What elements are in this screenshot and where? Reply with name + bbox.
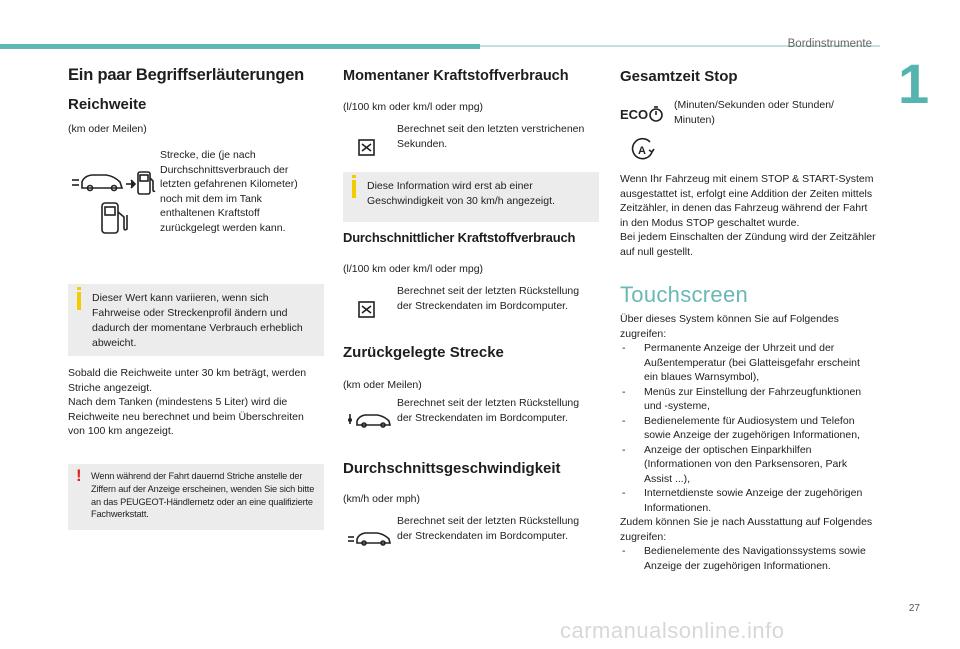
- reichweite-body: Sobald die Reichweite unter 30 km beträgt, werden Striche angezeigt. Nach dem Tanken (mindestens 5 Liter) wird die Reichweite neu berechnet und beim Überschreiten von 100 km angezeigt.: [68, 367, 307, 437]
- touchscreen-section: [620, 312, 876, 573]
- momentan-unit: (l/100 km oder km/l oder mpg): [343, 101, 484, 113]
- warning-note: [68, 464, 324, 530]
- column-1: [68, 62, 324, 520]
- speed-car-icon: [347, 528, 395, 548]
- touchscreen-list-2: [620, 544, 876, 573]
- svg-text:A: A: [638, 145, 646, 157]
- info-note-momentan: [343, 172, 599, 222]
- heading-touchscreen: Touchscreen: [620, 282, 749, 307]
- info-note-text: Dieser Wert kann variieren, wenn sich Fahrweise oder Streckenprofil ändern und dadurch der momentane Verbrauch erheblich abweicht.: [92, 292, 303, 349]
- watermark: carmanualsonline.info: [560, 618, 785, 643]
- info-note-text: Diese Information wird erst ab einer Geschwindigkeit von 30 km/h angezeigt.: [367, 180, 555, 207]
- geschwindigkeit-description: Berechnet seit der letzten Rückstellung der Streckendaten im Bordcomputer.: [397, 515, 580, 542]
- reichweite-description: Strecke, die (je nach Durchschnittsverbrauch der letzten gefahrenen Kilometer) noch mit dem im Tank enthaltenen Kraftstoff zurückgelegt werden kann.: [160, 149, 298, 234]
- list-item: - Bedienelemente für Audiosystem und Telefon sowie Anzeige der zugehörigen Informationen,: [620, 414, 876, 443]
- touchscreen-intro-2: Zudem können Sie je nach Ausstattung auf Folgendes zugreifen:: [620, 516, 873, 543]
- page-number: 27: [908, 603, 920, 614]
- heading-momentan: Momentaner Kraftstoffverbrauch: [343, 68, 569, 84]
- touchscreen-list: [620, 341, 876, 515]
- stop-unit: (Minuten/Sekunden oder Stunden/ Minuten): [674, 99, 834, 126]
- list-item: - Anzeige der optischen Einparkhilfen (Informationen von den Parksensoren, Park Assist ...),: [620, 443, 876, 487]
- svg-text:ECO: ECO: [620, 107, 649, 122]
- info-icon: [352, 180, 356, 198]
- list-item: - Internetdienste sowie Anzeige der zugehörigen Informationen.: [620, 486, 876, 515]
- strecke-description: Berechnet seit der letzten Rückstellung der Streckendaten im Bordcomputer.: [397, 397, 580, 424]
- fuel-consumption-icon: [357, 138, 377, 158]
- page-title: Ein paar Begriffserläuterungen: [68, 66, 305, 84]
- header-accent-bar: [0, 44, 480, 49]
- info-icon: [77, 292, 81, 310]
- eco-timer-icon: [620, 104, 664, 124]
- durchschnitt-description: Berechnet seit der letzten Rückstellung der Streckendaten im Bordcomputer.: [397, 285, 580, 312]
- fuel-consumption-icon: [357, 300, 377, 320]
- list-item: - Bedienelemente des Navigationssystems sowie Anzeige der zugehörigen Informationen.: [620, 544, 876, 573]
- heading-geschwindigkeit: Durchschnittsgeschwindigkeit: [343, 460, 561, 477]
- warning-icon: !: [76, 466, 82, 485]
- list-item: - Permanente Anzeige der Uhrzeit und der Außentemperatur (bei Glatteisgefahr erscheint ein blaues Warnsymbol),: [620, 341, 876, 385]
- durchschnitt-unit: (l/100 km oder km/l oder mpg): [343, 263, 484, 275]
- info-note-reichweite: [68, 284, 324, 356]
- touchscreen-intro: Über dieses System können Sie auf Folgendes zugreifen:: [620, 313, 839, 340]
- heading-durchschnitt: Durchschnittlicher Kraftstoffverbrauch: [343, 230, 576, 245]
- section-name: Bordinstrumente: [787, 38, 872, 50]
- heading-strecke: Zurückgelegte Strecke: [343, 344, 504, 361]
- auto-stop-icon: [630, 136, 656, 162]
- momentan-description: Berechnet seit den letzten verstrichenen Sekunden.: [397, 123, 585, 150]
- geschwindigkeit-unit: (km/h oder mph): [343, 493, 421, 505]
- car-to-fuel-icon: [70, 166, 160, 198]
- chapter-number: 1: [898, 52, 930, 115]
- heading-stop: Gesamtzeit Stop: [620, 68, 738, 85]
- strecke-unit: (km oder Meilen): [343, 379, 422, 391]
- distance-car-icon: [347, 410, 395, 430]
- fuel-pump-icon: [96, 200, 136, 236]
- stop-body: Wenn Ihr Fahrzeug mit einem STOP & START-System ausgestattet ist, erfolgt eine Addition der Zeiten mittels Zeitzähler, in denen das Fahrzeug während der Fahrt in den Modus STOP geschaltet wurde. Bei jedem Einschalten der Zündung wird der Zeitzähler auf null gestellt.: [620, 173, 876, 258]
- warning-note-text: Wenn während der Fahrt dauernd Striche anstelle der Ziffern auf der Anzeige erscheinen, wenden Sie sich bitte an das PEUGEOT-Händlernetz oder an eine qualifizierte Fachwerkstatt.: [91, 471, 315, 520]
- heading-reichweite: Reichweite: [68, 96, 147, 113]
- list-item: - Menüs zur Einstellung der Fahrzeugfunktionen und -systeme,: [620, 385, 876, 414]
- reichweite-unit: (km oder Meilen): [68, 123, 147, 135]
